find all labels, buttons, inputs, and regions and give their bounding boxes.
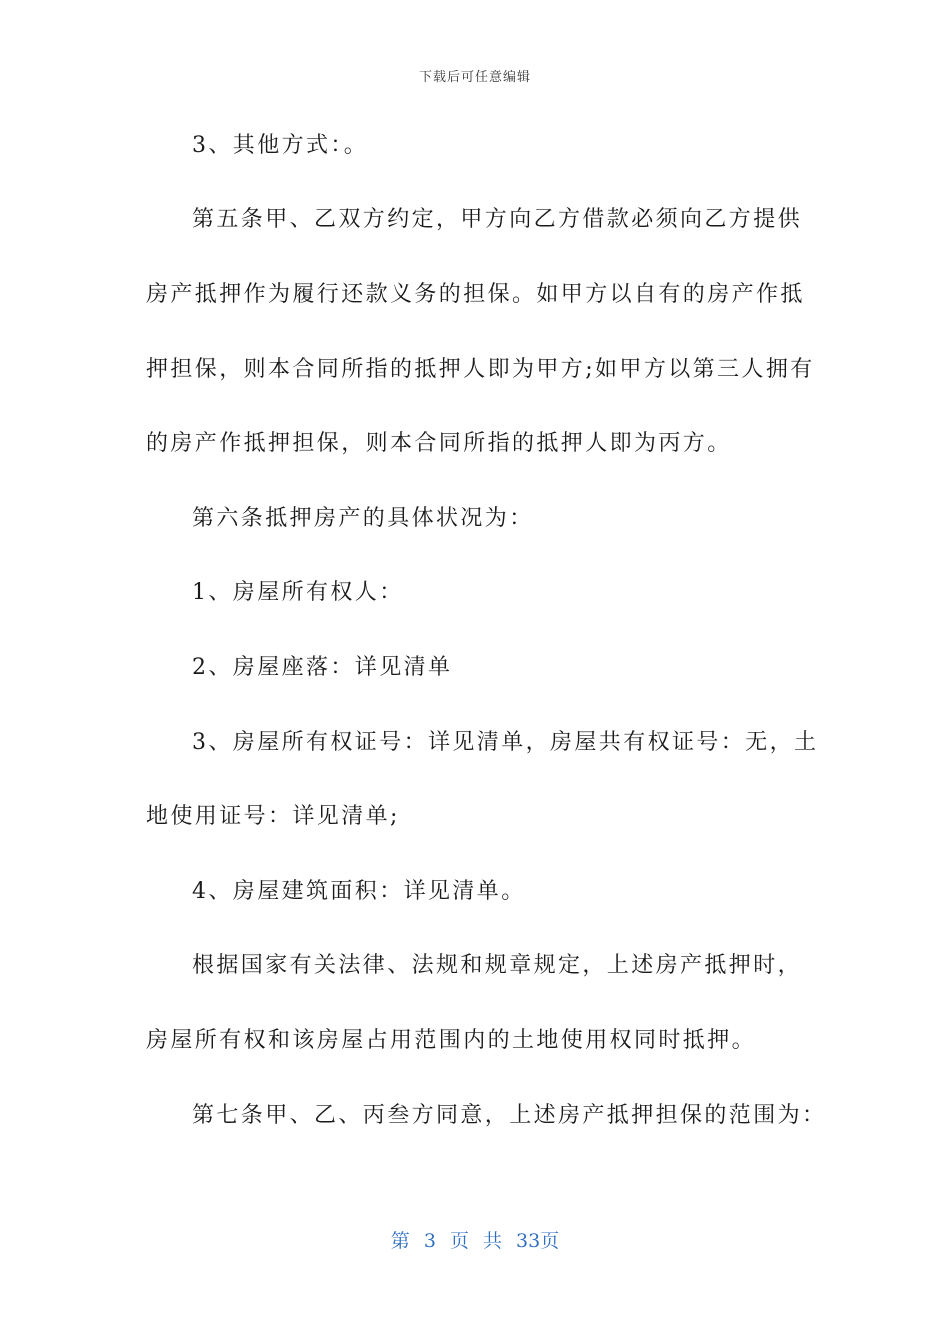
header-note: 下载后可任意编辑	[418, 70, 531, 85]
paragraph-line: 2、房屋座落：详见清单	[192, 655, 453, 680]
paragraph-line: 押担保，则本合同所指的抵押人即为甲方;如甲方以第三人拥有	[146, 357, 815, 382]
paragraph-line: 房产抵押作为履行还款义务的担保。如甲方以自有的房产作抵	[146, 282, 805, 307]
paragraph-line: 3、房屋所有权证号：详见清单，房屋共有权证号：无，土	[192, 730, 819, 755]
page-number: 第 3 页 共 33页	[390, 1230, 560, 1252]
paragraph-line: 根据国家有关法律、法规和规章规定，上述房产抵押时，	[192, 953, 803, 978]
paragraph-line: 4、房屋建筑面积：详见清单。	[192, 879, 526, 904]
paragraph-line: 第七条甲、乙、丙叁方同意，上述房产抵押担保的范围为：	[192, 1103, 827, 1128]
paragraph-line: 第五条甲、乙双方约定，甲方向乙方借款必须向乙方提供	[192, 207, 803, 232]
paragraph-line: 地使用证号：详见清单;	[146, 804, 400, 829]
paragraph-line: 第六条抵押房产的具体状况为：	[192, 506, 534, 531]
paragraph-line: 的房产作抵押担保，则本合同所指的抵押人即为丙方。	[146, 431, 732, 456]
paragraph-line: 3、其他方式：。	[192, 133, 369, 158]
paragraph-line: 1、房屋所有权人：	[192, 580, 404, 605]
paragraph-line: 房屋所有权和该房屋占用范围内的土地使用权同时抵押。	[146, 1028, 757, 1053]
